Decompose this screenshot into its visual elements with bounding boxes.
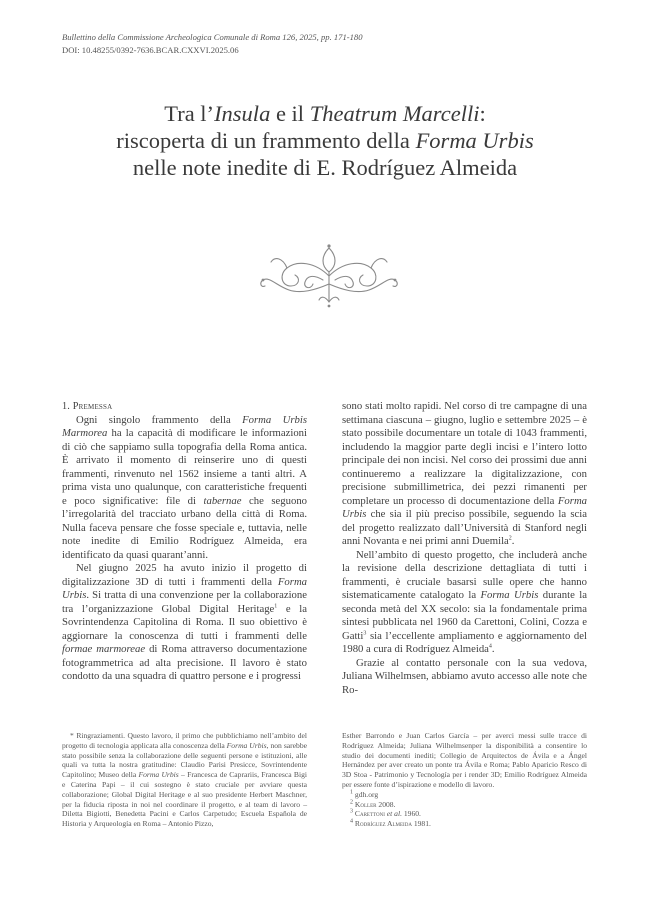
title-line-3: nelle note inedite di E. Rodríguez Almeida — [132, 155, 518, 180]
text-run: Ogni singolo frammento della — [76, 413, 243, 426]
text-run: che seguono l’irregolarità del tracciato urbano della città di Roma. Nulla faceva pensare che fosse speciale e, tuttavia, nelle note inedite di Emilio Rodríguez Almeida, era identificato da quasi quarant’anni. — [62, 494, 308, 561]
text-run: Nell’ambito di questo progetto, che includerà anche la revisione della descrizione dettagliata di tutti i frammenti, è cruciale basarsi sulle opere che hanno sistematicamente catalogato la — [342, 548, 587, 601]
text-run: * Ringraziamenti. Questo lavoro, il primo che pubblichiamo nell’ambito del progetto di tecnologia applicata alla conoscenza della — [62, 731, 307, 750]
footnotes-right — [342, 731, 587, 829]
footnote-ref[interactable]: 2 — [508, 535, 512, 542]
citation: Carettoni — [354, 809, 387, 819]
text-run: Nel giugno 2025 ha avuto inizio il progetto di digitalizzazione 3D di tutti i frammenti della — [62, 562, 307, 588]
text-run: sia l’eccellente ampliamento e aggiornamento del 1980 a cura di Rodríguez Almeida — [342, 629, 587, 655]
journal-citation: Bullettino della Commissione Archeologica Comunale di Roma 126, 2025, pp. 171-180 — [62, 32, 363, 42]
title-italic: Insula — [214, 101, 271, 126]
text-italic: Forma Urbis — [138, 770, 179, 780]
text-run: – Francesca de Caprariis, Francesca Bigi e Caterina Papi – il cui sostegno è stato cruciale per avviare questa collaborazione; Global Digital Heritage e al suo presidente Herbert Maschner, per la fiducia riposta in noi nel coordinare il progetto, e al team di lavoro – Diletta Bigiotti, Benedetta Pacini e Carlos Carpetudo; Escuela Española de Historia y Arqueología en Roma – Antonio Pizzo, — [62, 770, 307, 829]
section-title: remessa — [78, 401, 113, 412]
title-italic: Theatrum Marcelli — [309, 101, 480, 126]
title-text: : — [479, 101, 486, 126]
text-run: che sia il più preciso possibile, seguendo la scia del progetto realizzato dall’Università di Stanford negli anni Novanta e nei primi anni Duemila — [342, 508, 587, 547]
text-italic: Forma Urbis — [342, 494, 587, 520]
section-initial: P — [72, 401, 79, 412]
title-line-2 — [40, 127, 610, 154]
running-header — [62, 31, 363, 57]
article-title — [40, 100, 610, 181]
doi-line: DOI: 10.48255/0392-7636.BCAR.CXXVI.2025.06 — [62, 45, 239, 55]
text-run: e la Sovrintendenza Capitolina di Roma. Il suo obiettivo è aggiornare la conoscenza di tutti i frammenti delle — [62, 602, 307, 642]
left-column — [62, 400, 307, 684]
text-italic: Forma Urbis — [62, 575, 307, 601]
footnote-number: 4 — [350, 818, 353, 825]
text-italic: Forma Urbis Marmorea — [62, 413, 307, 439]
title-text: Tra l’ — [164, 101, 215, 126]
footnote-acknowledgements — [62, 731, 307, 829]
text-run: ha la capacità di modificare le informazioni di ciò che sappiamo sulla topografia della Roma antica. È arrivato il momento di reinserire uno di questi frammenti, rinvenuto nel 1562 insieme a tanti altri. A prima vista uno qualunque, con caratteristiche frequenti e poco significative: file di — [62, 427, 307, 507]
footnote-1 — [342, 790, 587, 800]
citation: Rodríguez Almeida 1981. — [354, 819, 431, 829]
footnote-number: 2 — [350, 799, 353, 806]
text-run: sono stati molto rapidi. Nel corso di tre campagne di una settimana ciascuna – giugno, luglio e settembre 2025 – è stato possibile documentare un totale di 1043 frammenti, includendo la maggior parte degli incisi e l’intero lotto principale dei non incisi. Nel corso dei prossimi due anni continueremo a realizzare la digitalizzazione, con precisione submillimetrica, dei pezzi rimanenti per completare un processo di documentazione della — [342, 400, 587, 507]
text-italic: formae marmoreae — [62, 643, 146, 655]
footnote-number: 3 — [350, 808, 353, 815]
footnotes-left — [62, 731, 307, 829]
text-italic: Forma Urbis — [226, 740, 267, 750]
section-number: 1. — [62, 401, 71, 412]
text-run: . — [491, 643, 495, 655]
paragraph — [62, 414, 307, 563]
footnote-link[interactable]: gdh.org — [354, 789, 379, 799]
text-italic: Forma Urbis — [480, 589, 539, 601]
footnote-continuation: Esther Barrondo e Juan Carlos García – per averci messi sulle tracce di Rodríguez Almeida; Juliana Wilhelmsenper la disponibilità a consentire lo studio dei documenti inediti; Collegio de Arquitectos de Ávila e a Ángel Hernández per aver creato un ponte tra Ávila e Roma; Pablo Aparicio Resco di 3D Stoa - Patrimonio y Tecnología per i render 3D; Emilio Rodríguez Almeida per essere fonte d’ispirazione e modello di lavoro. — [342, 731, 587, 789]
text-italic: tabernae — [203, 494, 242, 507]
title-italic: Forma Urbis — [415, 128, 534, 153]
citation: 1960. — [401, 809, 421, 819]
right-column — [342, 400, 587, 697]
text-run: . Si tratta di una convenzione per la collaborazione tra l’organizzazione Global Digital Heritage — [62, 589, 307, 615]
title-text: e il — [270, 101, 310, 126]
flourish-ornament-icon — [257, 240, 401, 312]
text-run: di Roma attraverso documentazione fotogrammetrica ad alta precisione. Il lavoro è stato condotto da una squadra di quattro persone e i progressi — [62, 643, 307, 682]
footnote-3 — [342, 809, 587, 819]
text-run: durante la seconda metà del XX secolo: sia la fondamentale prima sintesi pubblicata nel 1960 da Carettoni, Colini, Cozza e Gatti — [342, 589, 587, 642]
paragraph — [342, 549, 587, 657]
title-text: riscoperta di un frammento della — [116, 128, 416, 153]
footnote-ref[interactable]: 4 — [488, 643, 492, 650]
paragraph — [342, 400, 587, 549]
footnote-2 — [342, 800, 587, 810]
footnote-ref[interactable]: 3 — [363, 629, 367, 636]
footnote-number: 1 — [350, 789, 353, 796]
text-run: . — [511, 535, 515, 547]
paragraph — [62, 562, 307, 684]
footnote-4 — [342, 819, 587, 829]
section-heading — [62, 400, 307, 414]
footnote-ref[interactable]: 1 — [274, 602, 278, 609]
title-line-1 — [40, 100, 610, 127]
citation: Koller 2008. — [354, 799, 396, 809]
paragraph: Grazie al contatto personale con la sua vedova, Juliana Wilhelmsen, abbiamo avuto accesso alle note che Ro- — [342, 656, 587, 696]
text-italic: et al. — [386, 809, 402, 819]
text-run: , non sarebbe stato possibile senza la collaborazione delle seguenti persone e istituzioni, alle quali va tutta la nostra gratitudine: Claudio Parisi Presicce, Sovrintendente Capitolino; Museo della — [62, 740, 308, 780]
